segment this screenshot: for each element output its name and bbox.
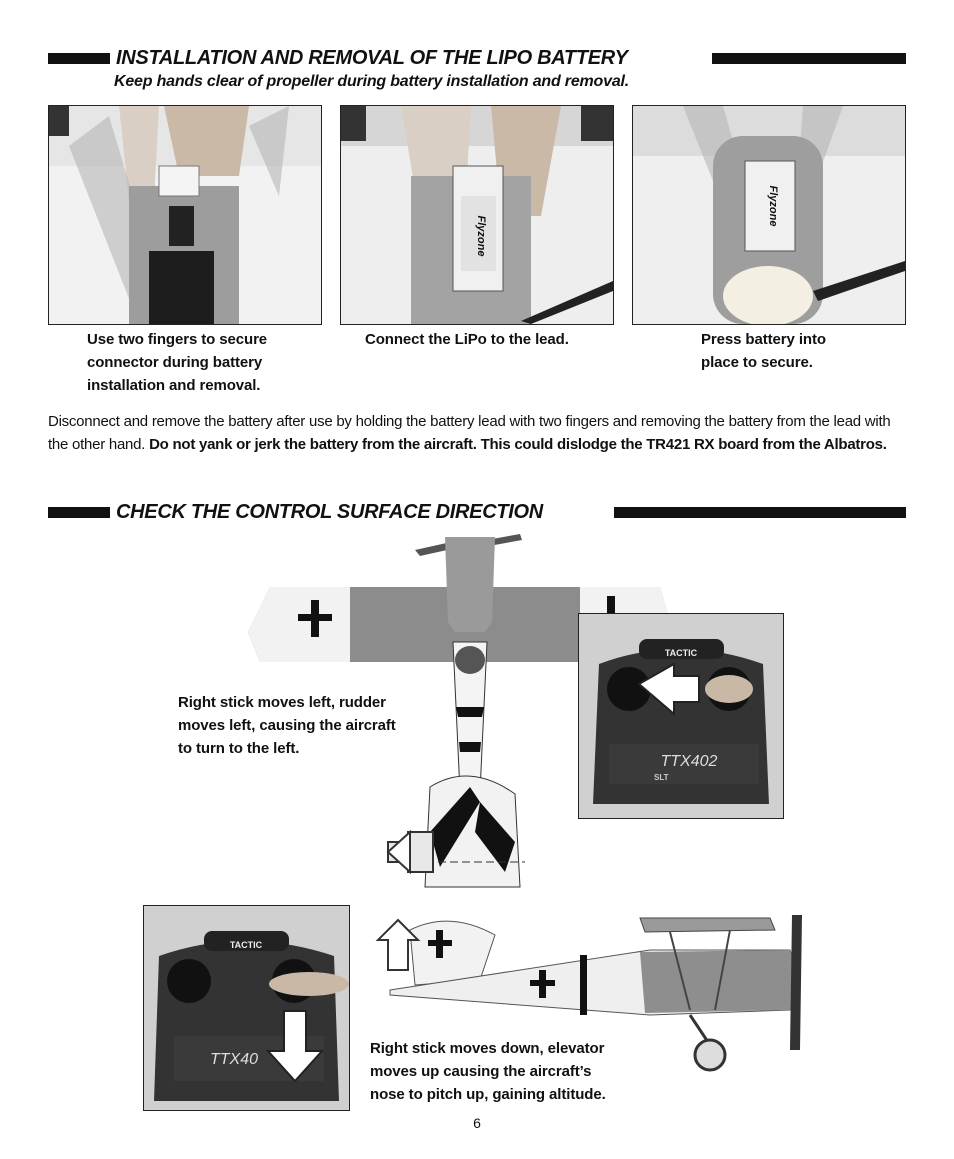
caption-photo-2 [365, 328, 569, 351]
header-bar-right [614, 507, 906, 518]
caption-photo-3 [701, 328, 826, 374]
elevator-caption [370, 1037, 606, 1106]
photo-connect-lipo [340, 105, 614, 325]
header-bar-left [48, 53, 110, 64]
caption-line: connector during battery [87, 354, 263, 371]
transmitter-rudder-photo [578, 613, 784, 819]
caption-line: Use two fingers to secure [87, 331, 268, 348]
transmitter-elevator-photo [143, 905, 350, 1111]
page-number: 6 [473, 1115, 481, 1131]
paragraph-normal-text: Disconnect and remove the battery after use by holding the battery lead with two fingers and removing the battery from the lead with the other hand. [48, 413, 891, 453]
caption-line: to turn to the left. [178, 740, 300, 757]
control-section-header [48, 502, 906, 526]
transmitter-model: TTX402 [660, 753, 718, 770]
caption-line: moves up causing the aircraft’s [370, 1063, 592, 1080]
caption-line: place to secure. [701, 354, 813, 371]
battery-section-title: INSTALLATION AND REMOVAL OF THE LIPO BATTERY [116, 47, 628, 69]
caption-line: Press battery into [701, 331, 826, 348]
caption-line: Right stick moves left, rudder [178, 694, 386, 711]
caption-photo-1 [87, 328, 267, 397]
caption-line: installation and removal. [87, 377, 261, 394]
transmitter-model-partial: TTX40 [209, 1051, 259, 1068]
caption-line: Right stick moves down, elevator [370, 1040, 605, 1057]
control-section-title: CHECK THE CONTROL SURFACE DIRECTION [116, 501, 543, 523]
caption-line: moves left, causing the aircraft [178, 717, 396, 734]
transmitter-sub-label: SLT [654, 773, 669, 782]
battery-label-2: Flyzone [475, 215, 487, 257]
battery-section-header [48, 48, 906, 72]
header-bar-left [48, 507, 110, 518]
transmitter-brand-2: TACTIC [229, 940, 263, 950]
header-bar-right [712, 53, 906, 64]
battery-label-3: Flyzone [767, 185, 779, 227]
transmitter-brand: TACTIC [664, 648, 698, 658]
rudder-caption [178, 691, 396, 760]
photo-connector-fingers [48, 105, 322, 325]
propeller-warning: Keep hands clear of propeller during battery installation and removal. [114, 73, 630, 90]
caption-line: nose to pitch up, gaining altitude. [370, 1086, 606, 1103]
paragraph-bold-warning: Do not yank or jerk the battery from the aircraft. This could dislodge the TR421 RX board from the Albatros. [149, 436, 887, 453]
caption-line: Connect the LiPo to the lead. [365, 331, 569, 348]
battery-removal-paragraph [48, 410, 908, 456]
photo-press-battery [632, 105, 906, 325]
